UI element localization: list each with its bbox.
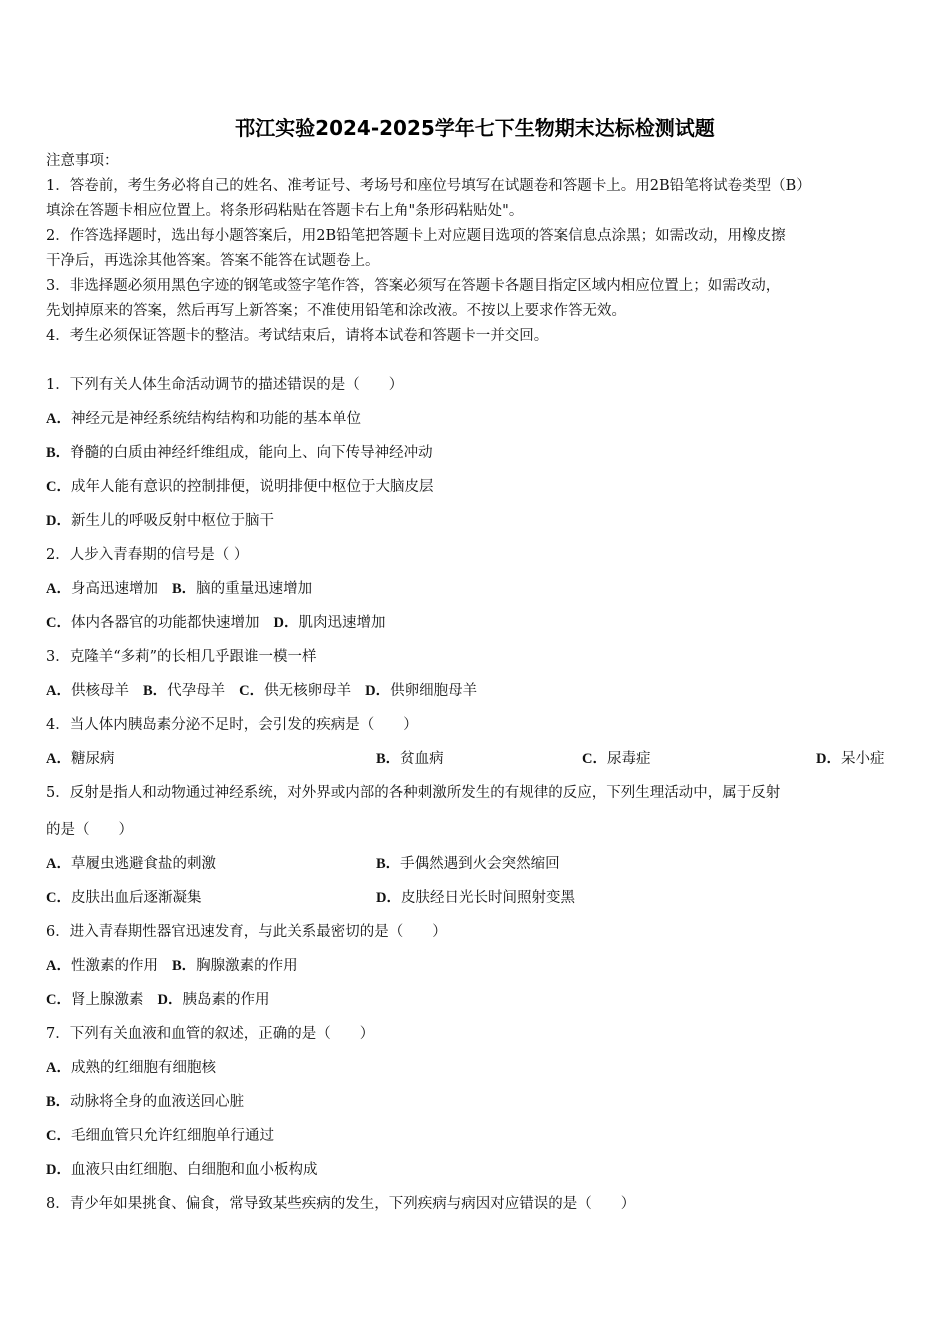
option-letter: D． <box>157 992 183 1008</box>
option-text: 成年人能有意识的控制排便，说明排便中枢位于大脑皮层 <box>70 479 434 495</box>
option-1a <box>46 409 361 429</box>
option-text: 神经元是神经系统结构结构和功能的基本单位 <box>70 411 361 427</box>
option-letter: B． <box>46 445 71 461</box>
option-7c <box>46 1126 274 1146</box>
option-letter: B． <box>376 751 401 767</box>
question-stem-3: 3．克隆羊“多莉”的长相几乎跟谁一模一样 <box>46 649 317 665</box>
option-letter: A． <box>46 581 71 597</box>
option-letter: B． <box>376 856 401 872</box>
option-text: 草履虫逃避食盐的刺激 <box>70 856 216 872</box>
option-text: 供卵细胞母羊 <box>390 683 478 699</box>
option-letter: D． <box>365 683 391 699</box>
option-1d <box>46 511 274 531</box>
option-text: 代孕母羊 <box>167 683 226 699</box>
option-text: 成熟的红细胞有细胞核 <box>70 1060 216 1076</box>
option-letter: D． <box>46 513 71 529</box>
option-letter: D． <box>816 751 841 767</box>
question-stem-8: 8．青少年如果挑食、偏食，常导致某些疾病的发生，下列疾病与病因对应错误的是（ ） <box>46 1196 636 1212</box>
notice-line: 2．作答选择题时，选出每小题答案后，用2B铅笔把答题卡上对应题目选项的答案信息点涂黑；如需改动，用橡皮擦 <box>46 228 786 244</box>
option-7a <box>46 1058 216 1078</box>
option-1b <box>46 443 433 463</box>
option-letter: B． <box>171 958 197 974</box>
option-7d <box>46 1160 317 1180</box>
option-text: 身高迅速增加 <box>70 581 158 597</box>
option-letter: B． <box>46 1094 71 1110</box>
option-text: 体内各器官的功能都快速增加 <box>70 615 260 631</box>
question-stem-6: 6．进入青春期性器官迅速发育，与此关系最密切的是（ ） <box>46 924 447 940</box>
option-text: 手偶然遇到火会突然缩回 <box>400 856 560 872</box>
option-letter: D． <box>273 615 299 631</box>
options-row-2cd <box>46 613 385 633</box>
question-stem-4: 4．当人体内胰岛素分泌不足时，会引发的疾病是（ ） <box>46 717 418 733</box>
option-5d <box>376 888 575 908</box>
option-text: 性激素的作用 <box>70 958 158 974</box>
option-letter: A． <box>46 856 71 872</box>
option-letter: C． <box>239 683 265 699</box>
options-row-3 <box>46 681 477 701</box>
option-text: 皮肤经日光长时间照射变黑 <box>400 890 575 906</box>
option-text: 皮肤出血后逐渐凝集 <box>70 890 202 906</box>
option-letter: C． <box>582 751 607 767</box>
notice-line: 干净后，再选涂其他答案。答案不能答在试题卷上。 <box>46 253 380 269</box>
question-stem-5: 5．反射是指人和动物通过神经系统，对外界或内部的各种刺激所发生的有规律的反应，下列生理活动中，属于反射 <box>46 785 781 801</box>
notice-line: 4．考生必须保证答题卡的整洁。考试结束后，请将本试卷和答题卡一并交回。 <box>46 328 549 344</box>
options-row-6cd <box>46 990 269 1010</box>
option-text: 动脉将全身的血液送回心脏 <box>70 1094 245 1110</box>
notice-line: 3．非选择题必须用黑色字迹的钢笔或签字笔作答，答案必须写在答题卡各题目指定区域内相应位置上；如需改动， <box>46 278 781 294</box>
notice-line: 先划掉原来的答案，然后再写上新答案；不准使用铅笔和涂改液。不按以上要求作答无效。 <box>46 303 626 319</box>
option-4c <box>582 749 650 769</box>
option-1c <box>46 477 433 497</box>
option-letter: B． <box>142 683 168 699</box>
option-7b <box>46 1092 244 1112</box>
option-letter: A． <box>46 958 71 974</box>
option-text: 贫血病 <box>400 751 444 767</box>
question-stem-7: 7．下列有关血液和血管的叙述，正确的是（ ） <box>46 1026 375 1042</box>
page-title: 邗江实验2024-2025学年七下生物期末达标检测试题 <box>235 116 715 140</box>
option-letter: C． <box>46 479 71 495</box>
notice-line: 1．答卷前，考生务必将自己的姓名、准考证号、考场号和座位号填写在试题卷和答题卡上。用2B铅笔将试卷类型（B） <box>46 178 811 194</box>
options-row-2ab <box>46 579 312 599</box>
option-5b <box>376 854 560 874</box>
option-letter: D． <box>46 1162 71 1178</box>
option-letter: C． <box>46 992 71 1008</box>
option-text: 供核母羊 <box>70 683 129 699</box>
question-stem-1: 1．下列有关人体生命活动调节的描述错误的是（ ） <box>46 377 404 393</box>
notice-line: 填涂在答题卡相应位置上。将条形码粘贴在答题卡右上角"条形码粘贴处"。 <box>46 203 524 219</box>
option-letter: B． <box>171 581 197 597</box>
option-text: 胰岛素的作用 <box>182 992 270 1008</box>
option-letter: D． <box>376 890 401 906</box>
option-text: 脊髓的白质由神经纤维组成，能向上、向下传导神经冲动 <box>70 445 433 461</box>
question-stem-5-cont: 的是（ ） <box>46 822 133 838</box>
option-text: 肌肉迅速增加 <box>298 615 386 631</box>
option-text: 血液只由红细胞、白细胞和血小板构成 <box>70 1162 318 1178</box>
option-letter: A． <box>46 1060 71 1076</box>
question-stem-2: 2．人步入青春期的信号是（ ） <box>46 547 249 563</box>
option-text: 脑的重量迅速增加 <box>196 581 313 597</box>
option-text: 尿毒症 <box>606 751 651 767</box>
option-text: 毛细血管只允许红细胞单行通过 <box>70 1128 274 1144</box>
option-5a <box>46 854 216 874</box>
option-4a <box>46 749 114 769</box>
option-letter: C． <box>46 615 71 631</box>
option-letter: C． <box>46 890 71 906</box>
option-text: 胸腺激素的作用 <box>196 958 298 974</box>
option-text: 新生儿的呼吸反射中枢位于脑干 <box>70 513 274 529</box>
options-row-6ab <box>46 956 298 976</box>
option-5c <box>46 888 201 908</box>
option-text: 供无核卵母羊 <box>264 683 352 699</box>
notice-heading: 注意事项： <box>46 153 119 169</box>
option-4b <box>376 749 444 769</box>
option-letter: A． <box>46 411 71 427</box>
option-text: 呆小症 <box>840 751 885 767</box>
option-letter: C． <box>46 1128 71 1144</box>
option-letter: A． <box>46 683 71 699</box>
option-text: 肾上腺激素 <box>70 992 144 1008</box>
option-letter: A． <box>46 751 71 767</box>
option-text: 糖尿病 <box>70 751 115 767</box>
option-4d <box>816 749 884 769</box>
